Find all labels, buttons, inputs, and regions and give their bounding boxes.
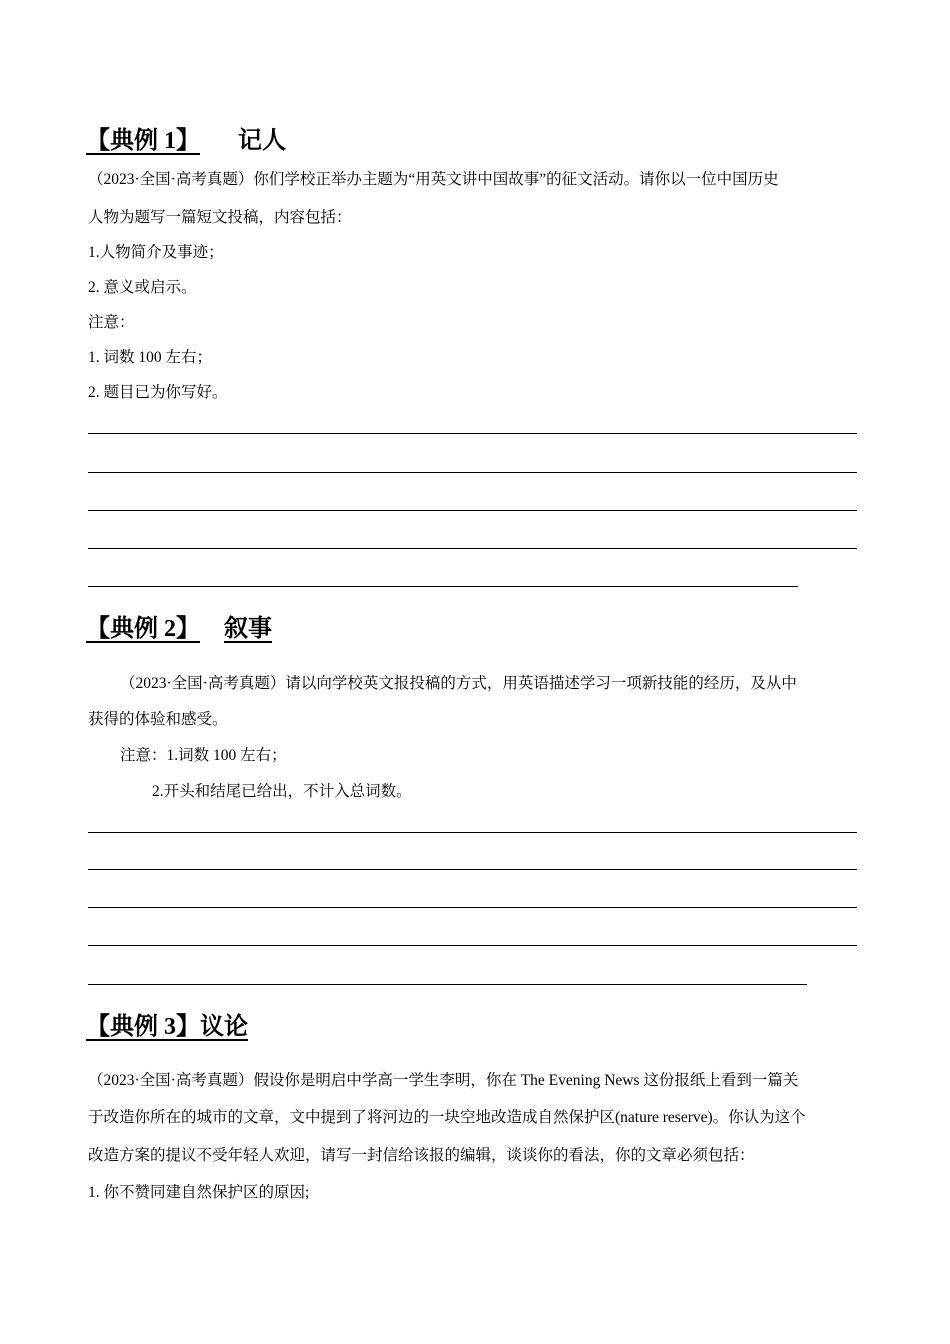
example1-label: 【典例 1】 <box>86 128 200 154</box>
answer-line <box>88 510 857 511</box>
example3-prompt-line2: 于改造你所在的城市的文章，文中提到了将河边的一块空地改造成自然保护区(nature reserve)。你认为这个 <box>88 1109 806 1126</box>
example2-note2: 2.开头和结尾已给出，不计入总词数。 <box>152 783 412 800</box>
example1-prompt-line2: 人物为题写一篇短文投稿，内容包括： <box>88 209 352 226</box>
example1-content-item1: 1.人物简介及事迹； <box>88 244 224 261</box>
example1-note1: 1. 词数 100 左右； <box>88 349 213 366</box>
example3-prompt-line1: （2023·全国·高考真题）假设你是明启中学高一学生李明，你在 The Evening News 这份报纸上看到一篇关 <box>88 1072 799 1089</box>
example3-heading <box>86 1012 248 1042</box>
example2-note1: 注意：1.词数 100 左右； <box>120 747 287 764</box>
answer-line <box>88 869 857 870</box>
example2-label: 【典例 2】 <box>86 616 200 642</box>
example1-prompt-line1: （2023·全国·高考真题）你们学校正举办主题为“用英文讲中国故事”的征文活动。请你以一位中国历史 <box>88 171 779 188</box>
example3-content-item1: 1. 你不赞同建自然保护区的原因; <box>88 1184 310 1201</box>
answer-line <box>88 945 857 946</box>
example3-prompt-line3: 改造方案的提议不受年轻人欢迎，请写一封信给该报的编辑，谈谈你的看法，你的文章必须包括： <box>88 1147 755 1164</box>
example3-title: 议论 <box>200 1014 248 1040</box>
example2-heading <box>86 614 272 644</box>
example2-prompt-line1: （2023·全国·高考真题）请以向学校英文报投稿的方式，用英语描述学习一项新技能的经历，及从中 <box>120 675 797 692</box>
answer-line <box>88 548 857 549</box>
answer-line <box>88 907 857 908</box>
answer-line <box>88 832 857 833</box>
answer-line <box>88 586 798 587</box>
example3-label: 【典例 3】 <box>86 1014 200 1040</box>
example1-note2: 2. 题目已为你写好。 <box>88 384 228 401</box>
example2-prompt-line2: 获得的体验和感受。 <box>88 711 228 728</box>
example1-content-item2: 2. 意义或启示。 <box>88 279 197 296</box>
answer-line <box>88 472 857 473</box>
example1-title: 记人 <box>238 128 286 154</box>
example2-title: 叙事 <box>224 616 272 642</box>
example1-heading <box>86 126 286 156</box>
answer-line <box>88 984 807 985</box>
example1-notice-label: 注意： <box>88 314 135 331</box>
answer-line <box>88 433 857 434</box>
